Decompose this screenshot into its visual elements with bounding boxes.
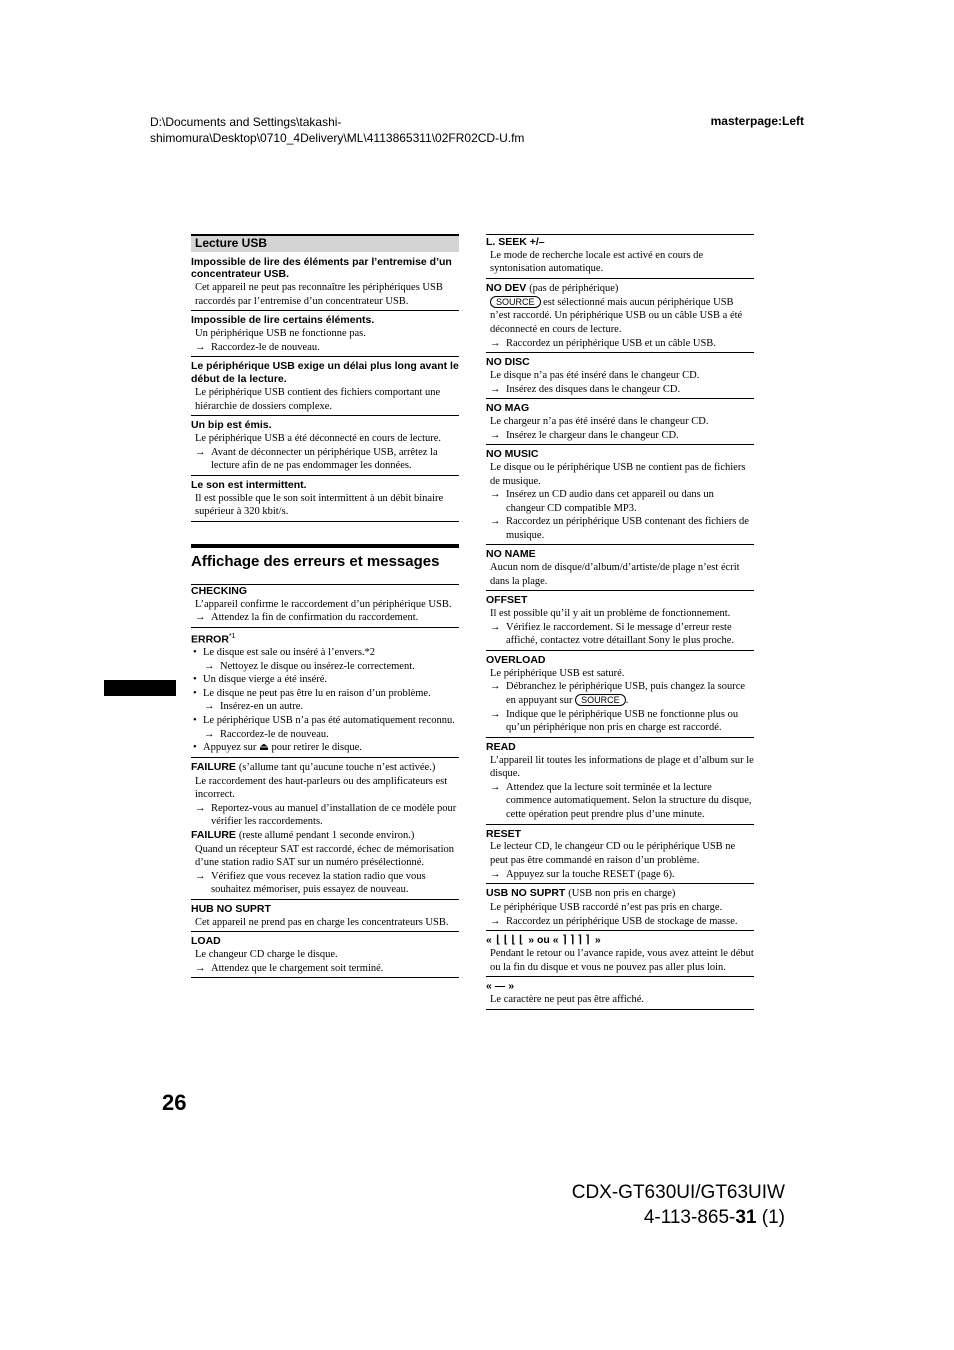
msg-hub-no-suprt bbox=[191, 903, 459, 932]
msg-l-seek bbox=[486, 234, 754, 279]
entry-heading: LOAD bbox=[191, 935, 221, 948]
arrow-icon: → bbox=[490, 383, 501, 395]
msg-failure bbox=[191, 761, 459, 900]
entry-body: L’appareil lit toutes les informations de plage et d’album sur le disque. bbox=[490, 754, 754, 780]
usb-entry-beep bbox=[191, 419, 459, 476]
remedy: → Attendez que le chargement soit terminé. bbox=[195, 962, 384, 974]
entry-heading: NO MAG bbox=[486, 402, 530, 415]
arrow-icon: → bbox=[490, 781, 501, 793]
arrow-icon: → bbox=[490, 868, 501, 880]
arrow-icon: → bbox=[490, 489, 501, 501]
entry-heading: Le son est intermittent. bbox=[191, 478, 307, 491]
entry-body: Le périphérique USB raccordé n’est pas pris en charge. bbox=[490, 901, 723, 913]
entry-heading: CHECKING bbox=[191, 584, 248, 597]
entry-body: Le lecteur CD, le changeur CD ou le périphérique USB ne peut pas être commandé en raison d’un problème. bbox=[490, 841, 736, 866]
model-info bbox=[572, 1180, 785, 1230]
remedy: → Indique que le périphérique USB ne fonctionne plus ou qu’un périphérique non pris en charge est raccordé. bbox=[490, 708, 739, 734]
remedy: → Appuyez sur la touche RESET (page 6). bbox=[490, 868, 675, 880]
entry-heading: RESET bbox=[486, 827, 522, 840]
entry-body: Un périphérique USB ne fonctionne pas. bbox=[195, 328, 366, 340]
arrow-icon: → bbox=[195, 802, 206, 814]
right-column bbox=[486, 234, 754, 1013]
bullet-icon: • bbox=[193, 646, 197, 658]
remedy: → Raccordez un périphérique USB de stockage de masse. bbox=[490, 915, 738, 927]
entry-body: Le mode de recherche locale est activé en cours de syntonisation automatique. bbox=[490, 249, 704, 275]
bullet-icon: • bbox=[193, 742, 197, 754]
remedy: → Insérez un CD audio dans cet appareil ou dans un changeur CD compatible MP3. bbox=[490, 489, 714, 514]
entry-body: SOURCE est sélectionné mais aucun périphérique USB n’est raccordé. Un périphérique USB ou un câble USB a été déconnecté en cours de lecture. bbox=[490, 296, 743, 335]
entry-heading: NO MUSIC bbox=[486, 448, 539, 461]
remedy: → Raccordez un périphérique USB contenant des fichiers de musique. bbox=[490, 516, 749, 541]
arrow-icon: → bbox=[490, 915, 501, 927]
entry-heading: USB NO SUPRT (USB non pris en charge) bbox=[486, 887, 676, 900]
remedy: → Reportez-vous au manuel d’installation de ce modèle pour vérifier les raccordements. bbox=[195, 802, 457, 828]
arrow-icon: → bbox=[490, 429, 501, 441]
arrow-icon: → bbox=[490, 516, 501, 528]
entry-heading: Un bip est émis. bbox=[191, 419, 272, 432]
usb-entry-delay bbox=[191, 360, 459, 416]
entry-body: Le périphérique USB contient des fichiers comportant une hiérarchie de dossiers complexe. bbox=[195, 386, 441, 412]
entry-body: Cet appareil ne prend pas en charge les concentrateurs USB. bbox=[195, 916, 449, 928]
entry-body: Aucun nom de disque/d’album/d’artiste/de plage n’est écrit dans la plage. bbox=[490, 562, 740, 587]
eject-icon: ⏏ bbox=[259, 742, 269, 754]
arrow-icon: → bbox=[195, 962, 206, 974]
entry-heading: FAILURE (reste allumé pendant 1 seconde environ.) bbox=[191, 828, 415, 841]
source-button-label: SOURCE bbox=[575, 694, 626, 706]
entry-heading: OFFSET bbox=[486, 594, 528, 607]
remedy: → Nettoyez le disque ou insérez-le correctement. bbox=[204, 660, 415, 672]
footnote-marker: *1 bbox=[228, 632, 236, 640]
entry-body: Cet appareil ne peut pas reconnaître les périphériques USB raccordés par l’entremise d’un concentrateur USB. bbox=[195, 282, 443, 307]
msg-checking bbox=[191, 584, 459, 628]
entry-heading: Impossible de lire des éléments par l’entremise d’un concentrateur USB. bbox=[191, 255, 452, 281]
msg-no-music bbox=[486, 448, 754, 545]
entry-heading: OVERLOAD bbox=[486, 654, 546, 667]
arrow-icon: → bbox=[195, 341, 206, 353]
errors-section-title: Affichage des erreurs et messages bbox=[191, 544, 459, 572]
dash-glyph: — bbox=[494, 980, 506, 993]
remedy: → Attendez la fin de confirmation du raccordement. bbox=[195, 612, 419, 624]
msg-no-dev bbox=[486, 282, 754, 353]
remedy: → Avant de déconnecter un périphérique USB, arrêtez la lecture afin de ne pas endommager les données. bbox=[195, 446, 438, 472]
entry-heading: L. SEEK +/– bbox=[486, 236, 545, 248]
msg-no-disc bbox=[486, 356, 754, 399]
msg-no-mag bbox=[486, 402, 754, 445]
arrow-icon: → bbox=[490, 337, 501, 349]
arrow-icon: → bbox=[195, 870, 206, 882]
entry-body: Le disque n’a pas été inséré dans le changeur CD. bbox=[490, 369, 700, 381]
remedy: → Raccordez un périphérique USB et un câble USB. bbox=[490, 337, 716, 349]
msg-usb-no-suprt bbox=[486, 887, 754, 931]
remedy: → Raccordez-le de nouveau. bbox=[195, 341, 320, 353]
arrow-icon: → bbox=[490, 681, 501, 693]
file-path-line2: shimomura\Desktop\0710_4Delivery\ML\4113865311\02FR02CD-U.fm bbox=[150, 131, 525, 145]
entry-heading: READ bbox=[486, 740, 516, 753]
remedy: → Vérifiez que vous recevez la station radio que vous souhaitez mémoriser, puis essayez de nouveau. bbox=[195, 870, 426, 896]
entry-heading: NO NAME bbox=[486, 548, 536, 561]
entry-heading: ERROR$^{*1}$ bbox=[191, 632, 236, 646]
remedy: → Insérez-en un autre. bbox=[204, 701, 304, 713]
arrow-icon: → bbox=[490, 621, 501, 633]
msg-overload bbox=[486, 654, 754, 738]
entry-body: Le chargeur n’a pas été inséré dans le changeur CD. bbox=[490, 415, 709, 427]
arrow-icon: → bbox=[204, 701, 215, 713]
masterpage-label: masterpage:Left bbox=[710, 114, 804, 128]
entry-body: L’appareil confirme le raccordement d’un périphérique USB. bbox=[195, 598, 452, 610]
msg-read bbox=[486, 741, 754, 825]
entry-body: Le raccordement des haut-parleurs ou des amplificateurs est incorrect. bbox=[195, 775, 448, 801]
entry-heading: NO DEV (pas de périphérique) bbox=[486, 281, 619, 294]
arrow-icon: → bbox=[195, 612, 206, 624]
part-number: 4-113-865-31 (1) bbox=[643, 1207, 785, 1228]
remedy: → Insérez le chargeur dans le changeur CD. bbox=[490, 429, 679, 441]
file-path-line1: D:\Documents and Settings\takashi- bbox=[150, 115, 342, 129]
entry-heading: Le périphérique USB exige un délai plus long avant le début de la lecture. bbox=[191, 360, 459, 386]
entry-body: Il est possible que le son soit intermittent à un débit binaire supérieur à 320 kbit/s. bbox=[195, 492, 444, 518]
bullet-icon: • bbox=[193, 687, 197, 699]
segment-start-glyph: ⌊⌊⌊⌊ bbox=[494, 933, 526, 947]
bullet-icon: • bbox=[193, 714, 197, 726]
entry-body: Pendant le retour ou l’avance rapide, vous avez atteint le début ou la fin du disque et vous ne pouvez pas aller plus loin. bbox=[490, 947, 754, 973]
remedy: → Vérifiez le raccordement. Si le message d’erreur reste affiché, contactez votre détaillant Sony le plus proche. bbox=[490, 621, 735, 647]
file-path bbox=[150, 114, 524, 146]
entry-body: Le périphérique USB a été déconnecté en cours de lecture. bbox=[195, 432, 442, 444]
entry-heading: NO DISC bbox=[486, 356, 530, 369]
msg-undisplayable-char bbox=[486, 980, 754, 1009]
usb-entry-cannot-read bbox=[191, 314, 459, 357]
entry-heading: « ⌊⌊⌊⌊ » ou « ⌉⌉⌉⌉ » bbox=[486, 933, 601, 947]
arrow-icon: → bbox=[195, 446, 206, 458]
arrow-icon: → bbox=[204, 728, 215, 740]
section-tab-marker bbox=[104, 680, 176, 696]
page-number: 26 bbox=[162, 1090, 187, 1115]
entry-heading: Impossible de lire certains éléments. bbox=[191, 314, 375, 327]
arrow-icon: → bbox=[490, 708, 501, 720]
entry-body: Le changeur CD charge le disque. bbox=[195, 949, 338, 961]
msg-segment-limit bbox=[486, 934, 754, 977]
msg-load bbox=[191, 935, 459, 978]
entry-body: Le périphérique USB est saturé. bbox=[490, 667, 625, 679]
segment-end-glyph: ⌉⌉⌉⌉ bbox=[561, 933, 592, 947]
entry-heading: « — » bbox=[486, 980, 515, 993]
entry-heading: HUB NO SUPRT bbox=[191, 903, 271, 916]
left-column bbox=[191, 234, 459, 981]
entry-heading: FAILURE (s’allume tant qu’aucune touche n’est activée.) bbox=[191, 760, 436, 773]
entry-body: Le disque ou le périphérique USB ne contient pas de fichiers de musique. bbox=[490, 461, 746, 487]
msg-error: ERROR$^{*1}$ • Le disque est sale ou inséré à l’envers.*2 → Nettoyez le disque ou insérez-le correctement. • Un disque vierge a été inséré. • Le disque ne peut pas être lu en raison d’un problème. → Insérez-en un autre. • Le périphérique USB n’a pas été automatiquement reconnu. → Raccordez-le de nouveau. • Appuyez sur ⏏ pour retirer le disque. bbox=[191, 631, 459, 758]
msg-no-name bbox=[486, 548, 754, 591]
usb-entry-hub bbox=[191, 256, 459, 312]
remedy: → Attendez que la lecture soit terminée et la lecture commence automatiquement. Selon la structure du disque, cette opération peut prendre plus d’une minute. bbox=[490, 781, 752, 820]
msg-offset bbox=[486, 594, 754, 651]
msg-reset bbox=[486, 828, 754, 885]
entry-body: Il est possible qu’il y ait un problème de fonctionnement. bbox=[490, 608, 731, 620]
remedy: → Raccordez-le de nouveau. bbox=[204, 728, 329, 740]
usb-entry-intermittent bbox=[191, 479, 459, 522]
entry-body: Le caractère ne peut pas être affiché. bbox=[490, 993, 644, 1005]
remedy: → Débranchez le périphérique USB, puis changez la source en appuyant sur SOURCE . bbox=[490, 681, 746, 707]
entry-body: Quand un récepteur SAT est raccordé, échec de mémorisation d’une station radio SAT sur un numéro présélectionné. bbox=[195, 843, 454, 869]
usb-section-title: Lecture USB bbox=[191, 234, 459, 252]
source-button-label: SOURCE bbox=[490, 296, 541, 308]
model-name: CDX-GT630UI/GT63UIW bbox=[571, 1182, 785, 1203]
remedy: → Insérez des disques dans le changeur CD. bbox=[490, 383, 681, 395]
arrow-icon: → bbox=[204, 660, 215, 672]
bullet-icon: • bbox=[193, 674, 197, 686]
